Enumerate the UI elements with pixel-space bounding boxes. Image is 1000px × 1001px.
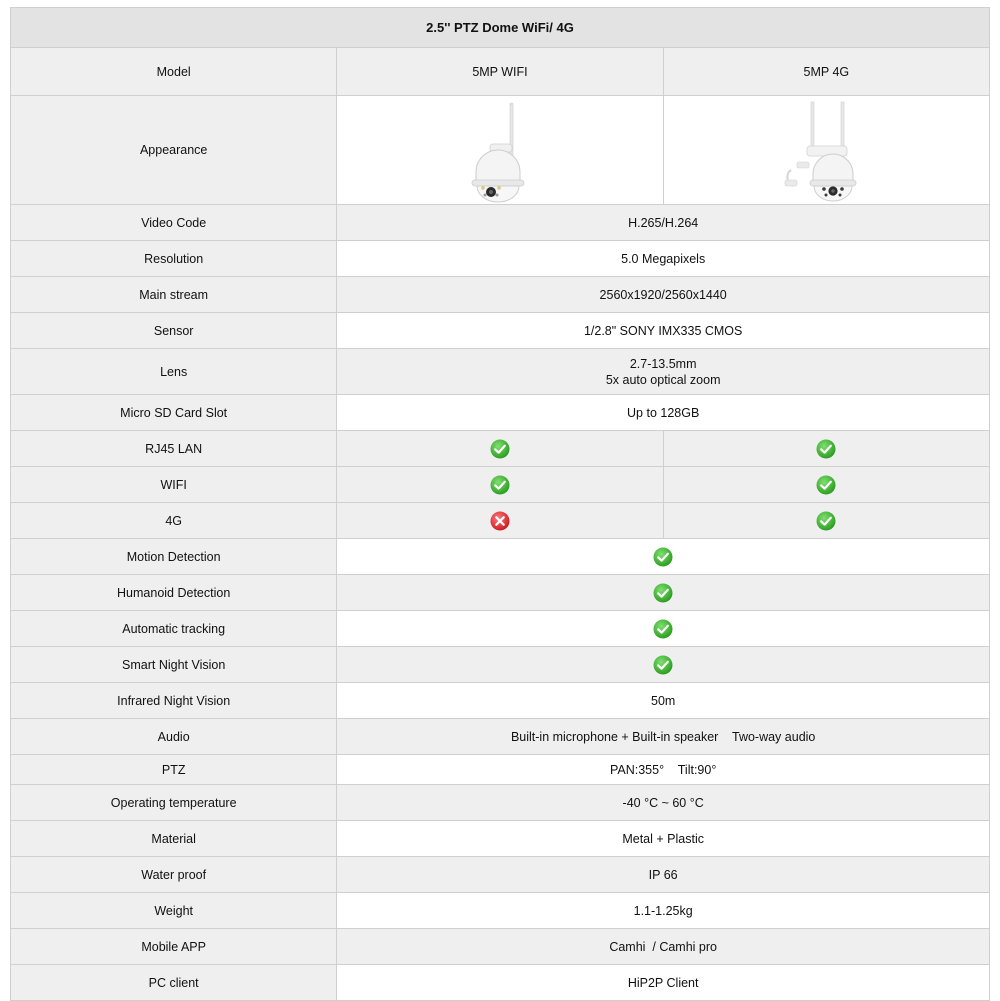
model-row xyxy=(11,48,990,96)
row-ir-night-vision xyxy=(11,683,990,719)
check-icon xyxy=(653,547,673,567)
humanoid-value xyxy=(337,575,990,611)
row-resolution xyxy=(11,241,990,277)
tracking-label: Automatic tracking xyxy=(11,611,337,647)
mobile-app-value: Camhi / Camhi pro xyxy=(337,929,990,965)
appearance-col1 xyxy=(337,96,663,205)
smart-night-vision-value xyxy=(337,647,990,683)
motion-label: Motion Detection xyxy=(11,539,337,575)
row-weight xyxy=(11,893,990,929)
rj45-label: RJ45 LAN xyxy=(11,431,337,467)
row-main-stream xyxy=(11,277,990,313)
spec-table xyxy=(10,7,990,1001)
row-temperature xyxy=(11,785,990,821)
waterproof-value: IP 66 xyxy=(337,857,990,893)
ir-night-vision-value: 50m xyxy=(337,683,990,719)
4g-col1 xyxy=(337,503,663,539)
check-icon xyxy=(653,583,673,603)
lens-label: Lens xyxy=(11,349,337,395)
pc-client-value: HiP2P Client xyxy=(337,965,990,1001)
row-mobile-app xyxy=(11,929,990,965)
model-label: Model xyxy=(11,48,337,96)
check-icon xyxy=(816,439,836,459)
row-waterproof xyxy=(11,857,990,893)
ptz-value: PAN:355° Tilt:90° xyxy=(337,755,990,785)
lens-zoom: 5x auto optical zoom xyxy=(605,372,721,387)
table-title: 2.5'' PTZ Dome WiFi/ 4G xyxy=(11,8,990,48)
audio-value: Built-in microphone + Built-in speaker Two-way audio xyxy=(337,719,990,755)
main-stream-label: Main stream xyxy=(11,277,337,313)
ir-night-vision-label: Infrared Night Vision xyxy=(11,683,337,719)
audio-label: Audio xyxy=(11,719,337,755)
4g-label: 4G xyxy=(11,503,337,539)
smart-night-vision-label: Smart Night Vision xyxy=(11,647,337,683)
row-pc-client xyxy=(11,965,990,1001)
motion-value xyxy=(337,539,990,575)
row-rj45 xyxy=(11,431,990,467)
video-code-label: Video Code xyxy=(11,205,337,241)
rj45-col2 xyxy=(663,431,989,467)
row-smart-night-vision xyxy=(11,647,990,683)
sensor-value: 1/2.8" SONY IMX335 CMOS xyxy=(337,313,990,349)
waterproof-label: Water proof xyxy=(11,857,337,893)
tracking-value xyxy=(337,611,990,647)
row-wifi xyxy=(11,467,990,503)
mobile-app-label: Mobile APP xyxy=(11,929,337,965)
sensor-label: Sensor xyxy=(11,313,337,349)
row-lens xyxy=(11,349,990,395)
camera-wifi-image xyxy=(460,100,540,204)
pc-client-label: PC client xyxy=(11,965,337,1001)
appearance-label: Appearance xyxy=(11,96,337,205)
check-icon xyxy=(816,511,836,531)
humanoid-label: Humanoid Detection xyxy=(11,575,337,611)
lens-focal-range: 2.7-13.5mm xyxy=(629,356,697,371)
row-ptz xyxy=(11,755,990,785)
check-icon xyxy=(653,619,673,639)
row-sensor xyxy=(11,313,990,349)
material-label: Material xyxy=(11,821,337,857)
model-col1: 5MP WIFI xyxy=(337,48,663,96)
appearance-row xyxy=(11,96,990,205)
weight-label: Weight xyxy=(11,893,337,929)
resolution-value: 5.0 Megapixels xyxy=(337,241,990,277)
sd-card-label: Micro SD Card Slot xyxy=(11,395,337,431)
video-code-value: H.265/H.264 xyxy=(337,205,990,241)
camera-4g-image xyxy=(781,100,871,204)
row-material xyxy=(11,821,990,857)
main-stream-value: 2560x1920/2560x1440 xyxy=(337,277,990,313)
row-audio xyxy=(11,719,990,755)
row-motion xyxy=(11,539,990,575)
title-row xyxy=(11,8,990,48)
check-icon xyxy=(490,475,510,495)
model-col2: 5MP 4G xyxy=(663,48,989,96)
rj45-col1 xyxy=(337,431,663,467)
row-sd-card xyxy=(11,395,990,431)
temperature-label: Operating temperature xyxy=(11,785,337,821)
row-tracking xyxy=(11,611,990,647)
row-video-code xyxy=(11,205,990,241)
temperature-value: -40 °C ~ 60 °C xyxy=(337,785,990,821)
sd-card-value: Up to 128GB xyxy=(337,395,990,431)
row-humanoid xyxy=(11,575,990,611)
wifi-label: WIFI xyxy=(11,467,337,503)
4g-col2 xyxy=(663,503,989,539)
wifi-col2 xyxy=(663,467,989,503)
check-icon xyxy=(653,655,673,675)
appearance-col2 xyxy=(663,96,989,205)
row-4g xyxy=(11,503,990,539)
cross-icon xyxy=(490,511,510,531)
check-icon xyxy=(490,439,510,459)
lens-value xyxy=(337,349,990,395)
resolution-label: Resolution xyxy=(11,241,337,277)
weight-value: 1.1-1.25kg xyxy=(337,893,990,929)
check-icon xyxy=(816,475,836,495)
wifi-col1 xyxy=(337,467,663,503)
ptz-label: PTZ xyxy=(11,755,337,785)
material-value: Metal + Plastic xyxy=(337,821,990,857)
